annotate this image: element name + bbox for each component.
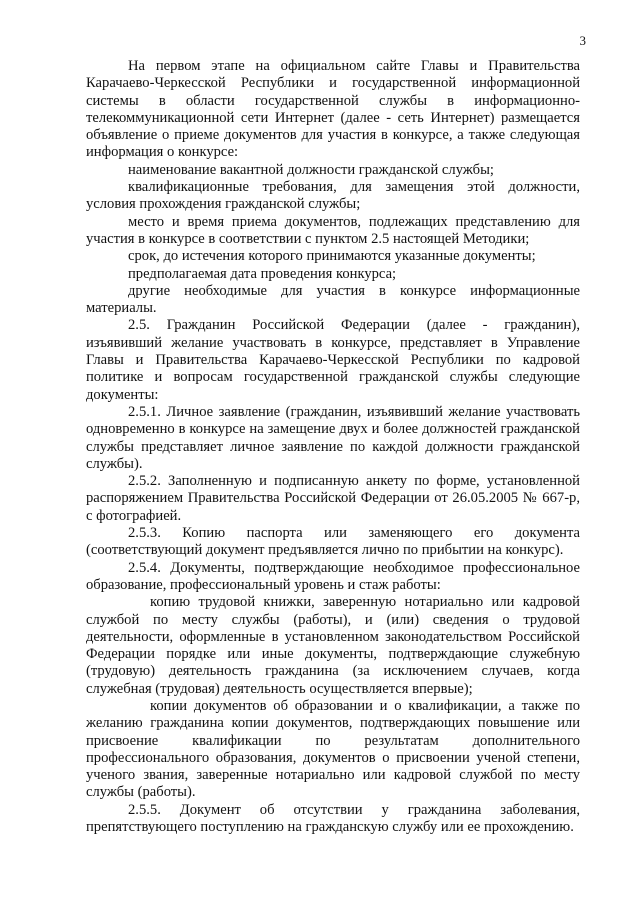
paragraph: предполагаемая дата проведения конкурса; [128, 265, 397, 282]
paragraph: 2.5. Гражданин Российской Федерации (далее - гражданин), изъявивший желание участвовать в конкурсе, представляет в Управление Главы и Правительства Карачаево-Черкесской Республики по кадровой политике и вопросам государственной гражданской службы следующие документы: [86, 317, 580, 403]
paragraph: копию трудовой книжки, заверенную нотариально или кадровой службой по месту службы (работы), и (или) сведения о трудовой деятельности, оформленные в установленном законодательством Российской Федерации порядке или иные документы, подтверждающие служебную (трудовую) деятельность гражданина (за исключением случаев, когда служебная (трудовая) деятельность осуществляется впервые); [86, 594, 580, 697]
paragraph: наименование вакантной должности гражданской службы; [128, 161, 494, 178]
paragraph: 2.5.4. Документы, подтверждающие необходимое профессиональное образование, профессиональный уровень и стаж работы: [86, 559, 580, 593]
paragraph: другие необходимые для участия в конкурсе информационные материалы. [86, 282, 580, 317]
paragraph: 2.5.1. Личное заявление (гражданин, изъявивший желание участвовать одновременно в конкурсе на замещение двух и более должностей гражданской службы представляет личное заявление по каждой должности гражданской службы). [86, 403, 580, 472]
paragraph: 2.5.5. Документ об отсутствии у гражданина заболевания, препятствующего поступлению на гражданскую службу или ее прохождению. [86, 801, 580, 836]
document-body [86, 58, 580, 836]
paragraph: место и время приема документов, подлежащих представлению для участия в конкурсе в соответствии с пунктом 2.5 настоящей Методики; [86, 213, 580, 247]
page-number: 3 [579, 33, 586, 48]
paragraph: срок, до истечения которого принимаются указанные документы; [128, 248, 536, 265]
paragraph: копии документов об образовании и о квалификации, а также по желанию гражданина копии документов, подтверждающих повышение или присвоение квалификации по результатам дополнительного профессионального образования, документов о присвоении ученой степени, ученого звания, заверенные нотариально или кадровой службой по месту службы (работы). [86, 697, 580, 801]
paragraph: 2.5.2. Заполненную и подписанную анкету по форме, установленной распоряжением Правительства Российской Федерации от 26.05.2005 № 667-р, с фотографией. [86, 473, 580, 524]
paragraph: 2.5.3. Копию паспорта или заменяющего его документа (соответствующий документ предъявляется лично по прибытии на конкурс). [86, 525, 580, 559]
paragraph: квалификационные требования, для замещения этой должности, условия прохождения гражданской службы; [86, 179, 580, 213]
paragraph: На первом этапе на официальном сайте Главы и Правительства Карачаево-Черкесской Республики и государственной информационной системы в области государственной службы в информационно-телекоммуникационной сети Интернет (далее - сеть Интернет) размещается объявление о приеме документов для участия в конкурсе, а также следующая информация о конкурсе: [86, 58, 580, 161]
